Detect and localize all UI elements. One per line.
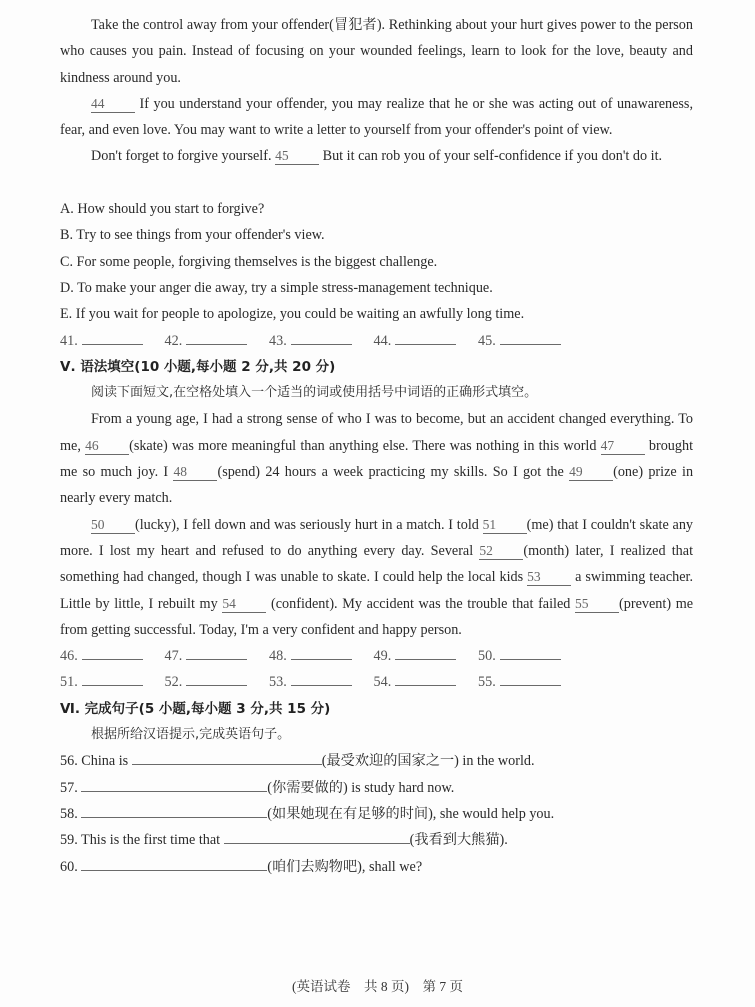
answer-line[interactable] [500, 671, 561, 686]
answer-number: 48. [269, 648, 287, 665]
option-e: E. If you wait for people to apologize, you could be waiting an awfully long time. [60, 306, 525, 323]
blank-50[interactable]: 50 [91, 517, 135, 534]
question-text: (我看到大熊猫). [409, 832, 508, 849]
grammar-paragraph-1 [60, 406, 693, 511]
answer-blank-56[interactable] [132, 750, 322, 765]
answer-slot[interactable] [374, 643, 479, 669]
answer-number: 52. [164, 674, 183, 691]
question-text: 57. [60, 779, 78, 796]
answer-line[interactable] [186, 645, 247, 660]
blank-55[interactable]: 55 [575, 596, 619, 613]
answer-number: 47. [164, 648, 183, 665]
blank-44[interactable]: 44 [91, 96, 135, 113]
answer-line[interactable] [186, 330, 247, 345]
answer-number: 43. [269, 332, 287, 349]
text: (confident). My accident was the trouble that failed [271, 595, 571, 612]
text: (one) prize in nearly every match. [60, 464, 694, 507]
answer-number: 53. [269, 674, 287, 691]
answer-row-51-55 [60, 669, 693, 695]
answer-number: 55. [478, 674, 496, 691]
question-text: 60. [60, 858, 78, 875]
text: a swimming teacher. Little by little, I rebuilt my [60, 569, 694, 612]
answer-line[interactable] [395, 330, 456, 345]
option-c: C. For some people, forgiving themselves is the biggest challenge. [60, 253, 438, 270]
blank-48[interactable]: 48 [173, 464, 217, 481]
answer-number: 41. [60, 332, 78, 349]
blank-52[interactable]: 52 [479, 543, 523, 560]
blank-49[interactable]: 49 [569, 464, 613, 481]
section-5-title: Ⅴ. 语法填空(10 小题,每小题 2 分,共 20 分) [60, 358, 336, 375]
answer-line[interactable] [186, 671, 247, 686]
answer-slot[interactable] [374, 328, 479, 354]
blank-51[interactable]: 51 [483, 517, 527, 534]
section-5-instruction: 阅读下面短文,在空格处填入一个适当的词或使用括号中词语的正确形式填空。 [91, 385, 538, 401]
answer-slot[interactable] [478, 669, 583, 695]
answer-number: 54. [373, 674, 392, 691]
answer-blank-59[interactable] [224, 829, 410, 844]
answer-number: 49. [373, 648, 392, 665]
blank-53[interactable]: 53 [527, 569, 571, 586]
options-list [60, 196, 693, 327]
text: From a young age, I had a strong sense of who I was to become, but an accident changed everything. To me, [60, 411, 693, 454]
text: (lucky), I fell down and was seriously hurt in a match. I told [135, 516, 479, 533]
exam-page [60, 12, 693, 880]
paragraph-3-text-before: Don't forget to forgive yourself. [91, 148, 272, 165]
answer-line[interactable] [500, 645, 561, 660]
question-text: 59. This is the first time that [60, 832, 221, 849]
question-text: (如果她现在有足够的时间), she would help you. [267, 805, 555, 822]
grammar-paragraph-2 [60, 512, 693, 643]
answer-slot[interactable] [165, 328, 270, 354]
answer-line[interactable] [395, 645, 456, 660]
question-text: (最受欢迎的国家之一) in the world. [321, 753, 535, 770]
answer-line[interactable] [291, 645, 352, 660]
answer-blank-60[interactable] [81, 856, 267, 871]
question-text: (你需要做的) is study hard now. [267, 779, 455, 796]
question-57 [60, 775, 693, 801]
answer-slot[interactable] [269, 669, 374, 695]
text: (spend) 24 hours a week practicing my skills. So I got the [217, 464, 564, 481]
answer-slot[interactable] [269, 328, 374, 354]
answer-number: 46. [60, 648, 78, 665]
text: brought me so much joy. I [60, 437, 694, 481]
section-6-title: Ⅵ. 完成句子(5 小题,每小题 3 分,共 15 分) [60, 700, 331, 717]
answer-line[interactable] [82, 645, 143, 660]
answer-slot[interactable] [478, 643, 583, 669]
answer-line[interactable] [291, 330, 352, 345]
paragraph-2-text: If you understand your offender, you may realize that he or she was acting out of unawareness, fear, and even love. You may want to write a letter to yourself from your offender's point of view. [60, 95, 693, 139]
answer-slot[interactable] [374, 669, 479, 695]
option-a: A. How should you start to forgive? [60, 201, 265, 218]
answer-number: 45. [478, 332, 496, 349]
answer-number: 42. [164, 332, 183, 349]
blank-54[interactable]: 54 [222, 596, 266, 613]
blank-47[interactable]: 47 [601, 438, 645, 455]
text: (month) later, I realized that something had changed, though I was unable to skate. I could help the local kids [60, 542, 694, 586]
text: (me) that I couldn't skate any more. I lost my heart and refused to do anything every day. Several [60, 516, 694, 559]
reading-paragraph-2 [60, 91, 693, 144]
answer-slot[interactable] [60, 643, 165, 669]
question-58 [60, 801, 693, 827]
answer-line[interactable] [500, 330, 561, 345]
spacer [60, 170, 693, 196]
question-text: (咱们去购物吧), shall we? [267, 858, 423, 875]
answer-line[interactable] [82, 671, 143, 686]
question-59 [60, 827, 693, 853]
answer-line[interactable] [291, 671, 352, 686]
answer-number: 44. [373, 332, 392, 349]
answer-slot[interactable] [60, 669, 165, 695]
answer-number: 51. [60, 674, 78, 691]
blank-46[interactable]: 46 [85, 438, 129, 455]
question-text: 56. China is [60, 753, 129, 770]
answer-line[interactable] [395, 671, 456, 686]
answer-slot[interactable] [165, 669, 270, 695]
paragraph-3-text-after: But it can rob you of your self-confidence if you don't do it. [322, 148, 663, 165]
option-b: B. Try to see things from your offender's view. [60, 227, 325, 244]
answer-row-41-45 [60, 328, 693, 354]
answer-slot[interactable] [60, 328, 165, 354]
answer-number: 50. [478, 648, 496, 665]
blank-45[interactable]: 45 [275, 148, 319, 165]
reading-paragraph-3 [60, 143, 693, 169]
answer-slot[interactable] [269, 643, 374, 669]
section-6-instruction: 根据所给汉语提示,完成英语句子。 [91, 727, 291, 743]
answer-slot[interactable] [478, 328, 583, 354]
answer-blank-58[interactable] [81, 803, 267, 818]
question-56 [60, 748, 693, 774]
text: (prevent) me from getting successful. Today, I'm a very confident and happy person. [60, 595, 694, 638]
page-footer: (英语试卷 共 8 页) 第 7 页 [292, 979, 463, 994]
answer-slot[interactable] [165, 643, 270, 669]
option-d: D. To make your anger die away, try a simple stress-management technique. [60, 279, 493, 296]
question-60 [60, 854, 693, 880]
answer-line[interactable] [82, 330, 143, 345]
reading-paragraph-1: Take the control away from your offender(冒犯者). Rethinking about your hurt gives power to the person who causes you pain. Instead of focusing on your wounded feelings, learn to look for the love, beauty and kindness around you. [60, 17, 693, 86]
answer-blank-57[interactable] [81, 777, 267, 792]
answer-row-46-50 [60, 643, 693, 669]
text: (skate) was more meaningful than anything else. There was nothing in this world [129, 437, 597, 454]
question-text: 58. [60, 805, 78, 822]
